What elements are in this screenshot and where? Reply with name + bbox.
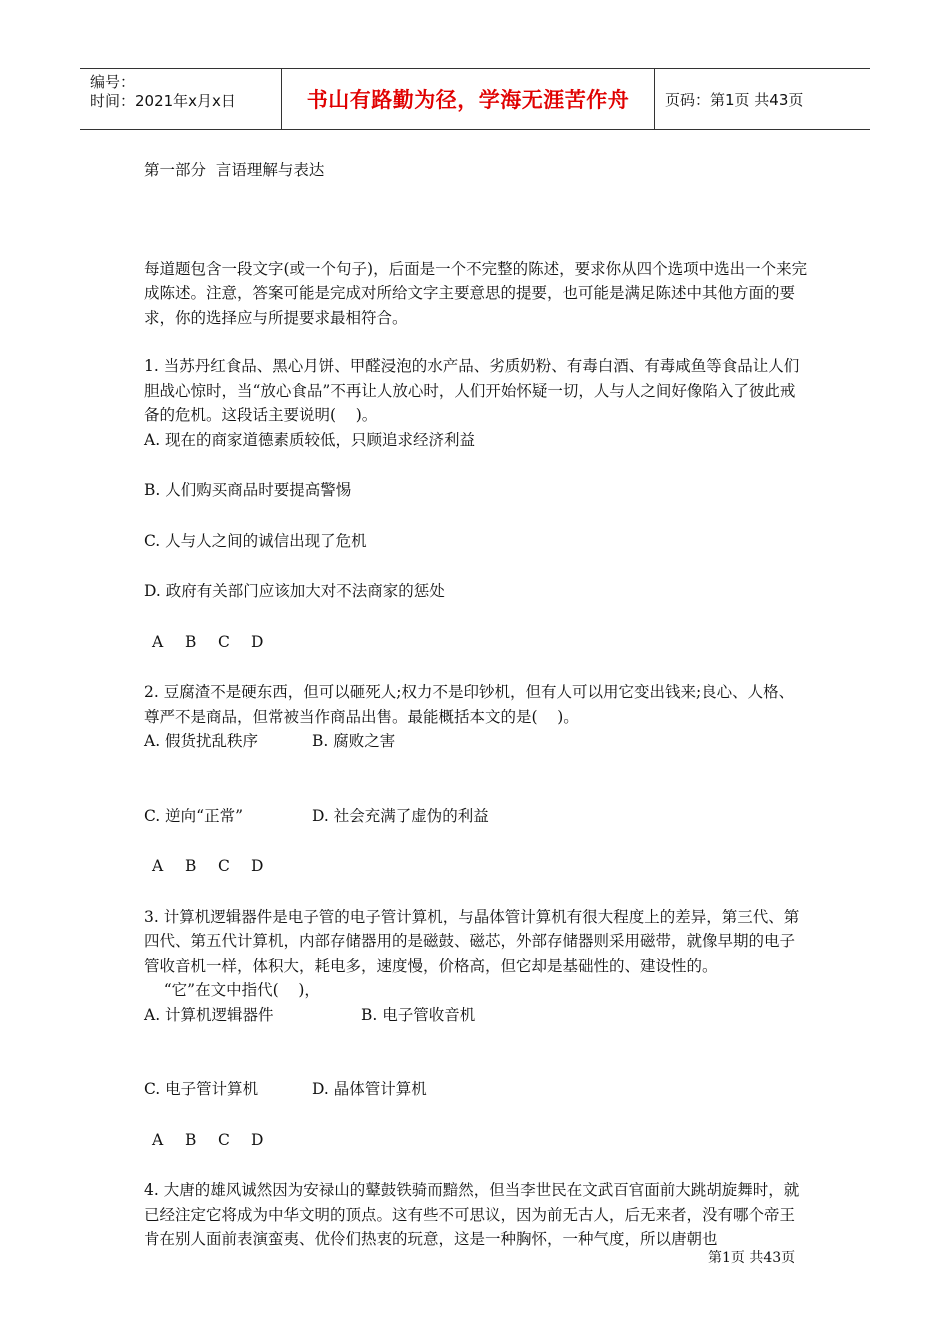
question-3-stem-continued: “它”在文中指代( )， <box>144 981 320 999</box>
question-1-option-d: D. 政府有关部门应该加大对不法商家的惩处 <box>144 582 445 600</box>
question-2-option-b: B. 腐败之害 <box>312 732 396 750</box>
page-footer: 第1页 共43页 <box>708 1250 796 1266</box>
question-3-option-c: C. 电子管计算机 <box>144 1080 259 1098</box>
instructions: 每道题包含一段文字(或一个句子)，后面是一个不完整的陈述，要求你从四个选项中选出一个来完成陈述。注意，答案可能是完成对所给文字主要意思的提要，也可能是满足陈述中其他方面的要求，你的选择应与所提要求最相符合。 <box>144 259 808 327</box>
question-2-options-row-1 <box>144 729 808 754</box>
header-motto: 书山有路勤为径，学海无涯苦作舟 <box>282 69 655 129</box>
question-3-stem: 3. 计算机逻辑器件是电子管的电子管计算机，与晶体管计算机有很大程度上的差异，第三代、第四代、第五代计算机，内部存储器用的是磁鼓、磁芯，外部存储器则采用磁带，就像早期的电子管收音机一样，体积大，耗电多，速度慢，价格高，但它却是基础性的、建设性的。 <box>144 907 800 975</box>
answer-choice-d: D <box>251 632 264 651</box>
question-3-options-row-1 <box>144 1003 808 1028</box>
document-body <box>144 158 808 1252</box>
answer-choice-b: B <box>185 1130 197 1149</box>
question-2-option-d: D. 社会充满了虚伪的利益 <box>312 806 489 825</box>
question-2-answer-choices <box>144 854 808 879</box>
question-1-option-a: A. 现在的商家道德素质较低，只顾追求经济利益 <box>144 430 476 449</box>
answer-choice-a: A <box>152 632 164 651</box>
question-3-option-d: D. 晶体管计算机 <box>312 1080 427 1098</box>
header-meta <box>80 69 282 129</box>
answer-choice-c: C <box>218 632 230 651</box>
section-title: 第一部分 言语理解与表达 <box>144 161 325 179</box>
question-1-stem: 1. 当苏丹红食品、黑心月饼、甲醛浸泡的水产品、劣质奶粉、有毒白酒、有毒咸鱼等食品让人们胆战心惊时，当“放心食品”不再让人放心时，人们开始怀疑一切，人与人之间好像陷入了彼此戒备的危机。这段话主要说明( )。 <box>144 357 800 424</box>
document-time-label: 时间：2021年x月x日 <box>90 92 236 110</box>
question-3-option-a: A. 计算机逻辑器件 <box>144 1005 274 1024</box>
question-3-option-b: B. 电子管收音机 <box>361 1005 476 1024</box>
question-1-option-b: B. 人们购买商品时要提高警惕 <box>144 481 352 499</box>
question-2-option-a: A. 假货扰乱秩序 <box>144 732 259 750</box>
document-number-label: 编号： <box>90 73 136 91</box>
question-3-options-row-2 <box>144 1077 808 1102</box>
question-2-option-c: C. 逆向“正常” <box>144 806 244 825</box>
answer-choice-c: C <box>218 857 230 875</box>
answer-choice-d: D <box>251 1130 264 1149</box>
answer-choice-a: A <box>152 1130 164 1149</box>
question-2-stem: 2. 豆腐渣不是硬东西，但可以砸死人;权力不是印钞机，但有人可以用它变出钱来;良心、人格、尊严不是商品，但常被当作商品出售。最能概括本文的是( )。 <box>144 683 795 726</box>
question-1-option-c: C. 人与人之间的诚信出现了危机 <box>144 531 367 550</box>
header-page-label: 页码：第1页 共43页 <box>665 90 804 109</box>
question-3-answer-choices <box>144 1128 808 1153</box>
answer-choice-c: C <box>218 1130 230 1149</box>
question-2-options-row-2 <box>144 804 808 829</box>
question-4-stem: 4. 大唐的雄风诚然因为安禄山的鼙鼓铁骑而黯然，但当李世民在文武百官面前大跳胡旋舞时，就已经注定它将成为中华文明的顶点。这有些不可思议，因为前无古人，后无来者，没有哪个帝王肯在别人面前表演蛮夷、优伶们热衷的玩意，这是一种胸怀，一种气度，所以唐朝也 <box>144 1181 800 1248</box>
question-1-answer-choices <box>144 630 808 655</box>
answer-choice-b: B <box>185 632 197 651</box>
page-header <box>80 68 870 130</box>
answer-choice-d: D <box>251 857 264 875</box>
answer-choice-b: B <box>185 857 197 875</box>
answer-choice-a: A <box>152 857 164 875</box>
